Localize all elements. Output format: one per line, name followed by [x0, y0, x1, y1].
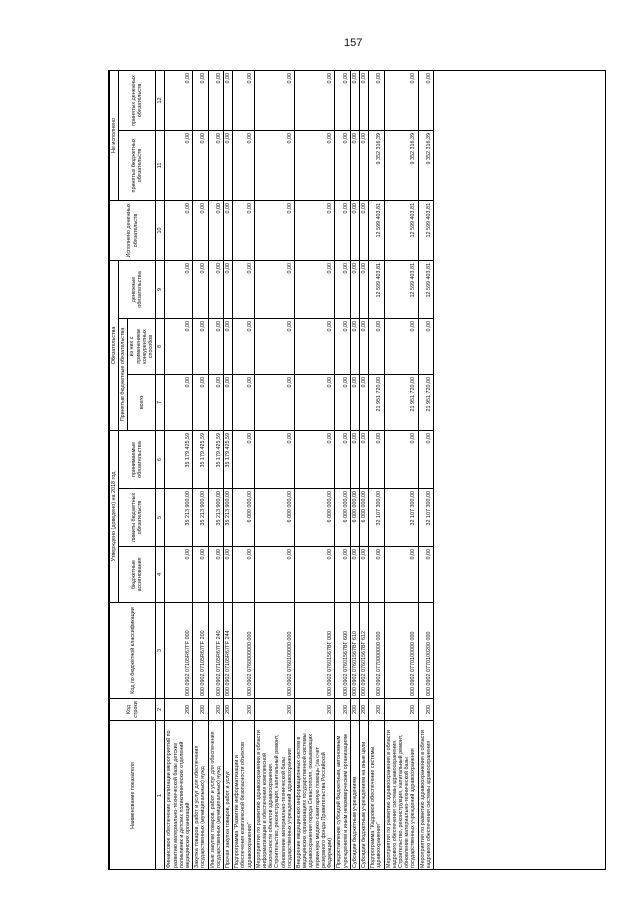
budget-code-cell: 000 0902 0770000000 000 [369, 603, 384, 699]
accepted-cell: 35 179 425,59 [165, 430, 193, 488]
row-code-cell: 200 [193, 699, 208, 721]
header-not-executed-group: Не исполнено [110, 70, 119, 200]
row-code-cell: 200 [384, 699, 418, 721]
executed-monetary-cell: 0,00 [165, 200, 193, 260]
not-executed-budget-cell: 0,00 [233, 130, 255, 200]
rotated-table-wrapper [109, 71, 606, 870]
executed-monetary-cell: 0,00 [224, 200, 233, 260]
page-number: 157 [344, 37, 363, 49]
table-row [418, 70, 433, 870]
budget-allocations-cell: 0,00 [384, 547, 418, 603]
not-executed-budget-cell: 9 352 316,39 [384, 130, 418, 200]
accepted-competitive-cell: 0,00 [165, 318, 193, 374]
row-name-cell: Прочая закупка товаров, работ и услуг [224, 721, 233, 871]
budget-code-cell: 000 0902 07105R67ГF 244 [224, 603, 233, 699]
table-row [233, 70, 255, 870]
column-index: 12 [156, 70, 165, 130]
header-competitive: из них с применением конкурентных способов [128, 318, 156, 374]
table-row [295, 70, 335, 870]
budget-allocations-cell: 0,00 [418, 547, 433, 603]
limits-cell: 6 000 000,00 [254, 489, 294, 547]
executed-monetary-cell: 12 599 403,81 [369, 200, 384, 260]
table-row [165, 70, 193, 870]
monetary-cell: 0,00 [233, 260, 255, 318]
executed-monetary-cell: 0,00 [359, 200, 368, 260]
budget-allocations-cell: 0,00 [369, 547, 384, 603]
executed-monetary-cell: 0,00 [193, 200, 208, 260]
not-executed-budget-cell: 0,00 [254, 130, 294, 200]
budget-allocations-cell: 0,00 [335, 547, 350, 603]
not-executed-budget-cell: 0,00 [208, 130, 223, 200]
table-body [165, 70, 434, 870]
executed-monetary-cell: 0,00 [350, 200, 359, 260]
budget-allocations-cell: 0,00 [193, 547, 208, 603]
header-limits: лимиты бюджетных обязательств [119, 489, 156, 547]
header-name: Наименование показателя [110, 721, 156, 871]
accepted-cell: 0,00 [233, 430, 255, 488]
limits-cell: 32 107 300,00 [384, 489, 418, 547]
monetary-cell: 0,00 [335, 260, 350, 318]
table-row [384, 70, 418, 870]
header-row-1 [110, 70, 119, 870]
monetary-cell: 0,00 [165, 260, 193, 318]
budget-code-cell: 000 0902 0760100000 000 [254, 603, 294, 699]
not-executed-monetary-cell: 0,00 [208, 70, 223, 130]
accepted-total-cell: 0,00 [254, 374, 294, 430]
accepted-total-cell: 0,00 [208, 374, 223, 430]
not-executed-monetary-cell: 0,00 [359, 70, 368, 130]
row-name-cell: Подпрограмма "Кадровое обеспечение системы здравоохранения" [369, 721, 384, 871]
budget-allocations-cell: 0,00 [233, 547, 255, 603]
accepted-cell: 0,00 [335, 430, 350, 488]
row-code-cell: 200 [224, 699, 233, 721]
accepted-cell: 0,00 [359, 430, 368, 488]
accepted-competitive-cell: 0,00 [359, 318, 368, 374]
row-name-cell: Внедрение медицинских информационных систем в медицинских организациях государственной системы здравоохранения города Севастополя, оказывающих первичную медико-санитарную помощь (за счет резервного фонда Правительства Российской Федерации) [295, 721, 335, 871]
row-name-cell: Субсидии бюджетным учреждениям [350, 721, 359, 871]
row-code-cell: 200 [335, 699, 350, 721]
budget-code-cell: 000 0902 07601567ВГ 600 [335, 603, 350, 699]
accepted-competitive-cell: 0,00 [335, 318, 350, 374]
header-obligations-group: Обязательства [110, 260, 119, 430]
executed-monetary-cell: 0,00 [254, 200, 294, 260]
budget-code-cell: 000 0902 07105R67ГF 000 [165, 603, 193, 699]
accepted-competitive-cell: 0,00 [233, 318, 255, 374]
table-row [208, 70, 223, 870]
not-executed-monetary-cell: 0,00 [295, 70, 335, 130]
accepted-competitive-cell: 0,00 [224, 318, 233, 374]
row-code-cell: 200 [359, 699, 368, 721]
accepted-cell: 0,00 [295, 430, 335, 488]
accepted-cell: 35 179 425,59 [193, 430, 208, 488]
monetary-cell: 0,00 [295, 260, 335, 318]
accepted-cell: 35 179 425,59 [224, 430, 233, 488]
budget-allocations-cell: 0,00 [254, 547, 294, 603]
accepted-cell: 0,00 [418, 430, 433, 488]
executed-monetary-cell: 0,00 [335, 200, 350, 260]
report-sheet [108, 70, 606, 870]
not-executed-monetary-cell: 0,00 [350, 70, 359, 130]
header-monetary: денежные обязательства [119, 260, 156, 318]
not-executed-budget-cell: 0,00 [359, 130, 368, 200]
budget-execution-table [109, 70, 434, 870]
column-index: 8 [156, 318, 165, 374]
row-code-cell: 200 [233, 699, 255, 721]
limits-cell: 6 000 000,00 [359, 489, 368, 547]
accepted-competitive-cell: 0,00 [369, 318, 384, 374]
accepted-cell: 0,00 [384, 430, 418, 488]
monetary-cell: 0,00 [359, 260, 368, 318]
table-row [335, 70, 350, 870]
accepted-competitive-cell: 0,00 [418, 318, 433, 374]
row-code-cell: 200 [165, 699, 193, 721]
not-executed-monetary-cell: 0,00 [335, 70, 350, 130]
not-executed-monetary-cell: 0,00 [418, 70, 433, 130]
executed-monetary-cell: 12 599 403,81 [418, 200, 433, 260]
budget-allocations-cell: 0,00 [350, 547, 359, 603]
budget-code-cell: 000 0902 07601567ВГ 000 [295, 603, 335, 699]
limits-cell: 35 213 900,00 [165, 489, 193, 547]
not-executed-monetary-cell: 0,00 [369, 70, 384, 130]
not-executed-monetary-cell: 0,00 [233, 70, 255, 130]
column-index-row [156, 70, 165, 870]
budget-code-cell: 000 0902 0760000000 000 [233, 603, 255, 699]
column-index: 6 [156, 430, 165, 488]
header-approved-group: Утверждено (доведено) на 2018 год [110, 430, 119, 602]
column-index: 11 [156, 130, 165, 200]
budget-allocations-cell: 0,00 [295, 547, 335, 603]
limits-cell: 6 000 000,00 [233, 489, 255, 547]
column-index: 1 [156, 721, 165, 871]
monetary-cell: 0,00 [350, 260, 359, 318]
monetary-cell: 0,00 [193, 260, 208, 318]
table-row [193, 70, 208, 870]
budget-code-cell: 000 0902 0770100000 000 [384, 603, 418, 699]
row-name-cell: Подпрограмма "Развитие информатизации и обеспечения комплексной безопасности объектов здравоохранения" [233, 721, 255, 871]
budget-code-cell: 000 0902 07601567ВГ 610 [350, 603, 359, 699]
header-row-code: Код строки [110, 699, 156, 721]
not-executed-budget-cell: 9 352 316,39 [418, 130, 433, 200]
row-name-cell: Иные закупки товаров, работ и услуг для обеспечения государственных (муниципальных) нужд [208, 721, 223, 871]
header-budget-code: Код по бюджетной классификации [110, 603, 156, 699]
accepted-total-cell: 0,00 [350, 374, 359, 430]
column-index: 2 [156, 699, 165, 721]
not-executed-budget-cell: 0,00 [295, 130, 335, 200]
accepted-total-cell: 21 951 720,00 [369, 374, 384, 430]
accepted-total-cell: 21 951 720,00 [418, 374, 433, 430]
table-row [369, 70, 384, 870]
not-executed-monetary-cell: 0,00 [193, 70, 208, 130]
monetary-cell: 0,00 [224, 260, 233, 318]
limits-cell: 6 000 000,00 [350, 489, 359, 547]
accepted-total-cell: 0,00 [224, 374, 233, 430]
accepted-competitive-cell: 0,00 [350, 318, 359, 374]
row-code-cell: 200 [369, 699, 384, 721]
column-index: 4 [156, 547, 165, 603]
table-row [359, 70, 368, 870]
accepted-competitive-cell: 0,00 [384, 318, 418, 374]
budget-allocations-cell: 0,00 [165, 547, 193, 603]
column-index: 7 [156, 374, 165, 430]
row-name-cell: Финансовое обеспечение реализации мероприятий по развитию материально-технической базы детских поликлиник и детских поликлинических отделений медицинских организаций [165, 721, 193, 871]
column-index: 10 [156, 200, 165, 260]
not-executed-monetary-cell: 0,00 [165, 70, 193, 130]
table-row [254, 70, 294, 870]
budget-code-cell: 000 0902 07105R67ГF 240 [208, 603, 223, 699]
limits-cell: 35 213 900,00 [193, 489, 208, 547]
row-name-cell: Закупка товаров, работ и услуг для обеспечения государственных (муниципальных) нужд [193, 721, 208, 871]
row-name-cell: Мероприятия по развитию здравоохранения в области кадрового обеспечения системы здравоохранения [418, 721, 433, 871]
row-code-cell: 200 [254, 699, 294, 721]
monetary-cell: 12 599 403,81 [418, 260, 433, 318]
budget-code-cell: 000 0902 07105R67ГF 200 [193, 603, 208, 699]
limits-cell: 6 000 000,00 [295, 489, 335, 547]
limits-cell: 6 000 000,00 [335, 489, 350, 547]
column-index: 3 [156, 603, 165, 699]
column-index: 9 [156, 260, 165, 318]
limits-cell: 32 107 300,00 [369, 489, 384, 547]
header-accepted-budget: принятых бюджетных обязательств [119, 130, 156, 200]
accepted-cell: 0,00 [350, 430, 359, 488]
row-code-cell: 200 [208, 699, 223, 721]
row-name-cell: Мероприятия по развитию здравоохранения в области информатизации и обеспечения комплексной безопасности объектов здравоохранения. Строительство, реконструкция, капитальный ремонт, обновление материально-технической базы государственных учреждений здравоохранения [254, 721, 294, 871]
budget-code-cell: 000 0902 0770100200 000 [418, 603, 433, 699]
table-row [224, 70, 233, 870]
monetary-cell: 0,00 [254, 260, 294, 318]
not-executed-budget-cell: 0,00 [224, 130, 233, 200]
not-executed-monetary-cell: 0,00 [254, 70, 294, 130]
accepted-total-cell: 0,00 [335, 374, 350, 430]
accepted-competitive-cell: 0,00 [254, 318, 294, 374]
accepted-total-cell: 0,00 [359, 374, 368, 430]
header-budget-allocations: бюджетные ассигнования [119, 547, 156, 603]
header-accepted-monetary: принятых денежных обязательств [119, 70, 156, 130]
not-executed-monetary-cell: 0,00 [384, 70, 418, 130]
accepted-cell: 0,00 [369, 430, 384, 488]
column-index: 5 [156, 489, 165, 547]
accepted-total-cell: 0,00 [193, 374, 208, 430]
limits-cell: 35 213 900,00 [208, 489, 223, 547]
monetary-cell: 12 599 403,81 [369, 260, 384, 318]
not-executed-budget-cell: 9 352 316,39 [369, 130, 384, 200]
row-name-cell: Предоставление субсидий бюджетным, автономным учреждениям и иным некоммерческим организациям [335, 721, 350, 871]
monetary-cell: 0,00 [208, 260, 223, 318]
accepted-competitive-cell: 0,00 [208, 318, 223, 374]
budget-allocations-cell: 0,00 [208, 547, 223, 603]
executed-monetary-cell: 12 599 403,81 [384, 200, 418, 260]
not-executed-monetary-cell: 0,00 [224, 70, 233, 130]
budget-allocations-cell: 0,00 [224, 547, 233, 603]
not-executed-budget-cell: 0,00 [350, 130, 359, 200]
header-accepted-budget-group: Принятые бюджетные обязательства [119, 318, 128, 430]
accepted-cell: 35 179 425,59 [208, 430, 223, 488]
monetary-cell: 12 599 403,81 [384, 260, 418, 318]
row-name-cell: Субсидии бюджетным учреждениям на иные цели [359, 721, 368, 871]
accepted-total-cell: 0,00 [295, 374, 335, 430]
limits-cell: 32 107 300,00 [418, 489, 433, 547]
executed-monetary-cell: 0,00 [233, 200, 255, 260]
limits-cell: 35 213 900,00 [224, 489, 233, 547]
executed-monetary-cell: 0,00 [208, 200, 223, 260]
budget-code-cell: 000 0902 07601567ВГ 612 [359, 603, 368, 699]
accepted-cell: 0,00 [254, 430, 294, 488]
accepted-competitive-cell: 0,00 [193, 318, 208, 374]
accepted-total-cell: 0,00 [165, 374, 193, 430]
executed-monetary-cell: 0,00 [295, 200, 335, 260]
row-code-cell: 200 [418, 699, 433, 721]
header-accepted: принимаемые обязательства [119, 430, 156, 488]
table-row [350, 70, 359, 870]
accepted-total-cell: 0,00 [233, 374, 255, 430]
header-executed-monetary: Исполнено денежных обязательств [110, 200, 156, 260]
row-code-cell: 200 [295, 699, 335, 721]
row-name-cell: Мероприятия по развитию здравоохранения в области кадрового обеспечения системы здравоохранения. Строительство, реконструкция, капитальный ремонт, обновление материально-технической базы государственных учреждений здравоохранения [384, 721, 418, 871]
accepted-competitive-cell: 0,00 [295, 318, 335, 374]
header-total: всего [128, 374, 156, 430]
not-executed-budget-cell: 0,00 [165, 130, 193, 200]
accepted-total-cell: 21 951 720,00 [384, 374, 418, 430]
row-code-cell: 200 [350, 699, 359, 721]
not-executed-budget-cell: 0,00 [335, 130, 350, 200]
not-executed-budget-cell: 0,00 [193, 130, 208, 200]
budget-allocations-cell: 0,00 [359, 547, 368, 603]
